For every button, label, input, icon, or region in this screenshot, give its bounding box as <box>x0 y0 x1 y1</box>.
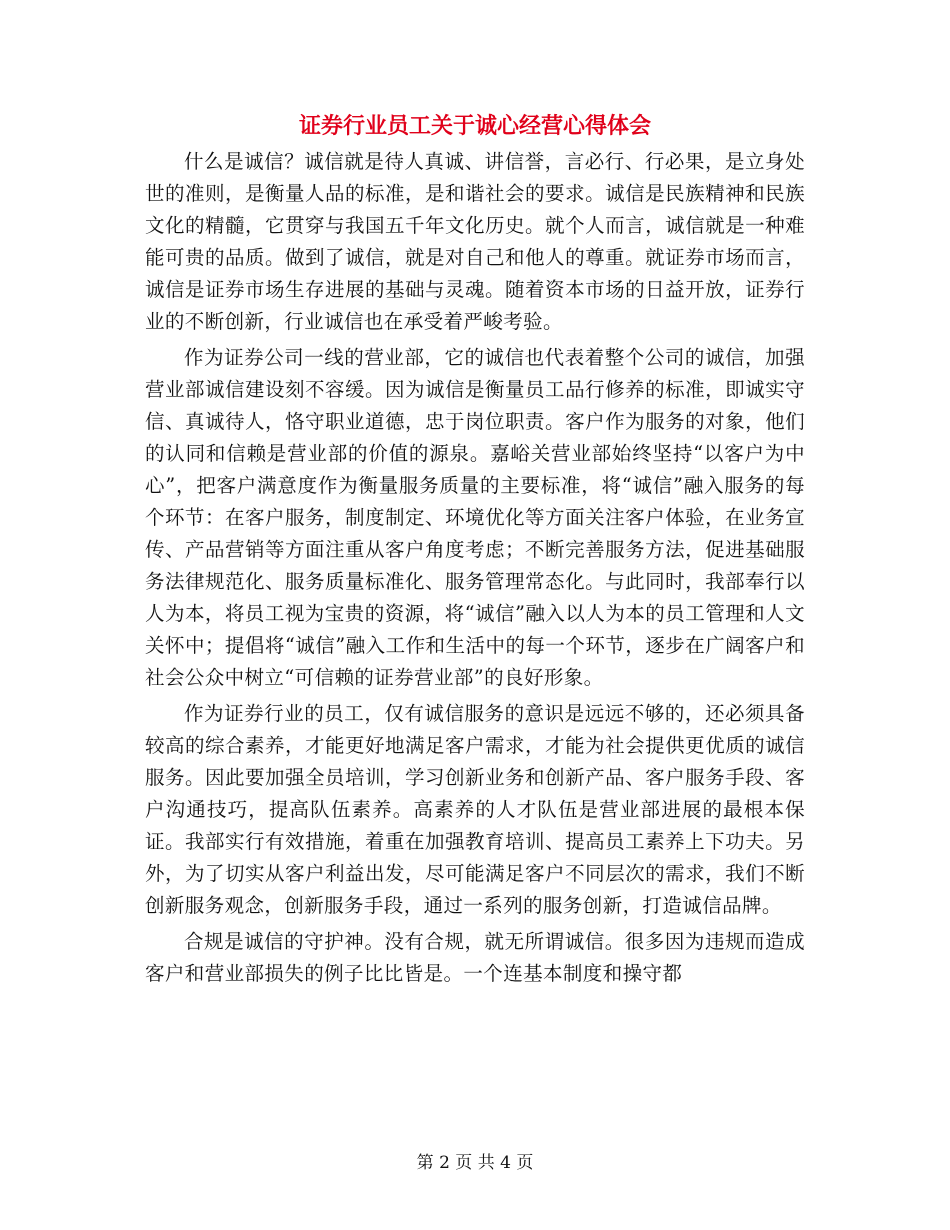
paragraph-4: 合规是诚信的守护神。没有合规，就无所谓诚信。很多因为违规而造成客户和营业部损失的例子比比皆是。一个连基本制度和操守都 <box>145 930 805 985</box>
paragraph-3: 作为证券行业的员工，仅有诚信服务的意识是远远不够的，还必须具备较高的综合素养，才能更好地满足客户需求，才能为社会提供更优质的诚信服务。因此要加强全员培训，学习创新业务和创新产品、客户服务手段、客户沟通技巧，提高队伍素养。高素养的人才队伍是营业部进展的最根本保证。我部实行有效措施，着重在加强教育培训、提高员工素养上下功夫。另外，为了切实从客户利益出发，尽可能满足客户不同层次的需求，我们不断创新服务观念，创新服务手段，通过一系列的服务创新，打造诚信品牌。 <box>145 702 805 917</box>
paragraph-2: 作为证券公司一线的营业部，它的诚信也代表着整个公司的诚信，加强营业部诚信建设刻不容缓。因为诚信是衡量员工品行修养的标准，即诚实守信、真诚待人，恪守职业道德，忠于岗位职责。客户作为服务的对象，他们的认同和信赖是营业部的价值的源泉。嘉峪关营业部始终坚持“以客户为中心”，把客户满意度作为衡量服务质量的主要标准，将“诚信”融入服务的每个环节：在客户服务，制度制定、环境优化等方面关注客户体验，在业务宣传、产品营销等方面注重从客户角度考虑；不断完善服务方法，促进基础服务法律规范化、服务质量标准化、服务管理常态化。与此同时，我部奉行以人为本，将员工视为宝贵的资源，将“诚信”融入以人为本的员工管理和人文关怀中；提倡将“诚信”融入工作和生活中的每一个环节，逐步在广阔客户和社会公众中树立“可信赖的证券营业部”的良好形象。 <box>145 346 805 689</box>
page-footer <box>0 1152 950 1174</box>
document-body <box>145 146 805 994</box>
page-number: 第 2 页 共 4 页 <box>416 1153 534 1173</box>
document-title: 证券行业员工关于诚心经营心得体会 <box>298 113 651 139</box>
paragraph-1: 什么是诚信？诚信就是待人真诚、讲信誉，言必行、行必果，是立身处世的准则，是衡量人品的标准，是和谐社会的要求。诚信是民族精神和民族文化的精髓，它贯穿与我国五千年文化历史。就个人而言，诚信就是一种难能可贵的品质。做到了诚信，就是对自己和他人的尊重。就证券市场而言，诚信是证券市场生存进展的基础与灵魂。随着资本市场的日益开放，证券行业的不断创新，行业诚信也在承受着严峻考验。 <box>145 150 805 333</box>
